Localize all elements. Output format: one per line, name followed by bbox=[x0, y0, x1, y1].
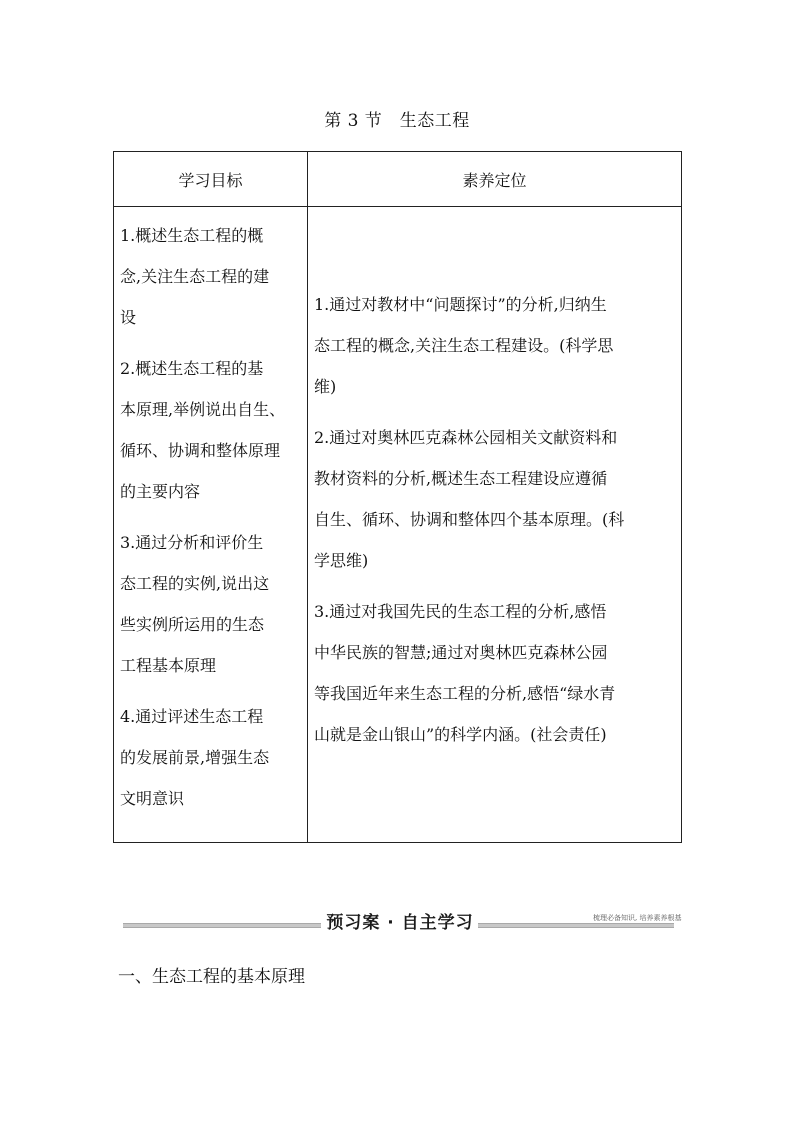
goal-item-1 bbox=[120, 215, 303, 338]
banner-note: 梳理必备知识, 培养素养根基 bbox=[593, 914, 682, 922]
banner-rule-left bbox=[123, 923, 321, 928]
goal-line: 的发展前景,增强生态 bbox=[120, 748, 270, 767]
literacy-line: 2.通过对奥林匹克森林公园相关文献资料和 bbox=[314, 428, 618, 447]
goal-line: 本原理,举例说出自生、 bbox=[120, 400, 286, 419]
literacy-line: 中华民族的智慧;通过对奥林匹克森林公园 bbox=[314, 643, 608, 662]
banner-title: 预习案 · 自主学习 bbox=[326, 913, 474, 933]
table-header-row bbox=[114, 152, 682, 207]
literacy-line: 教材资料的分析,概述生态工程建设应遵循 bbox=[314, 469, 608, 488]
literacy-item-1 bbox=[314, 284, 677, 407]
goal-line: 的主要内容 bbox=[120, 482, 201, 501]
objectives-table bbox=[113, 151, 682, 843]
goal-line: 设 bbox=[120, 308, 137, 327]
goal-line: 念,关注生态工程的建 bbox=[120, 267, 270, 286]
literacy-line: 1.通过对教材中“问题探讨”的分析,归纳生 bbox=[314, 295, 607, 314]
literacy-line: 态工程的概念,关注生态工程建设。(科学思 bbox=[314, 336, 614, 355]
goal-line: 态工程的实例,说出这 bbox=[120, 574, 270, 593]
literacy-item-2 bbox=[314, 417, 677, 581]
section-banner bbox=[123, 906, 682, 936]
goal-line: 4.通过评述生态工程 bbox=[120, 707, 264, 726]
banner-rule-right bbox=[478, 923, 674, 928]
literacy-line: 学思维) bbox=[314, 551, 369, 570]
literacy-line: 山就是金山银山”的科学内涵。(社会责任) bbox=[314, 725, 607, 744]
goal-line: 些实例所运用的生态 bbox=[120, 615, 265, 634]
header-learning-goals: 学习目标 bbox=[114, 152, 308, 207]
goal-line: 1.概述生态工程的概 bbox=[120, 226, 264, 245]
goal-item-4 bbox=[120, 696, 303, 819]
literacy-item-3 bbox=[314, 591, 677, 755]
literacy-line: 维) bbox=[314, 377, 337, 396]
goal-line: 2.概述生态工程的基 bbox=[120, 359, 264, 378]
table-body-row bbox=[114, 207, 682, 843]
literacy-cell bbox=[308, 207, 682, 843]
page-title: 第 3 节 生态工程 bbox=[324, 111, 470, 131]
section-subheading: 一、生态工程的基本原理 bbox=[118, 967, 305, 987]
learning-goals-cell bbox=[114, 207, 308, 843]
literacy-line: 自生、循环、协调和整体四个基本原理。(科 bbox=[314, 510, 625, 529]
goal-line: 3.通过分析和评价生 bbox=[120, 533, 264, 552]
goal-line: 文明意识 bbox=[120, 789, 185, 808]
goal-item-2 bbox=[120, 348, 303, 512]
goal-item-3 bbox=[120, 522, 303, 686]
goal-line: 循环、协调和整体原理 bbox=[120, 441, 281, 460]
header-literacy-position: 素养定位 bbox=[308, 152, 682, 207]
literacy-line: 3.通过对我国先民的生态工程的分析,感悟 bbox=[314, 602, 607, 621]
literacy-line: 等我国近年来生态工程的分析,感悟“绿水青 bbox=[314, 684, 616, 703]
goal-line: 工程基本原理 bbox=[120, 656, 217, 675]
